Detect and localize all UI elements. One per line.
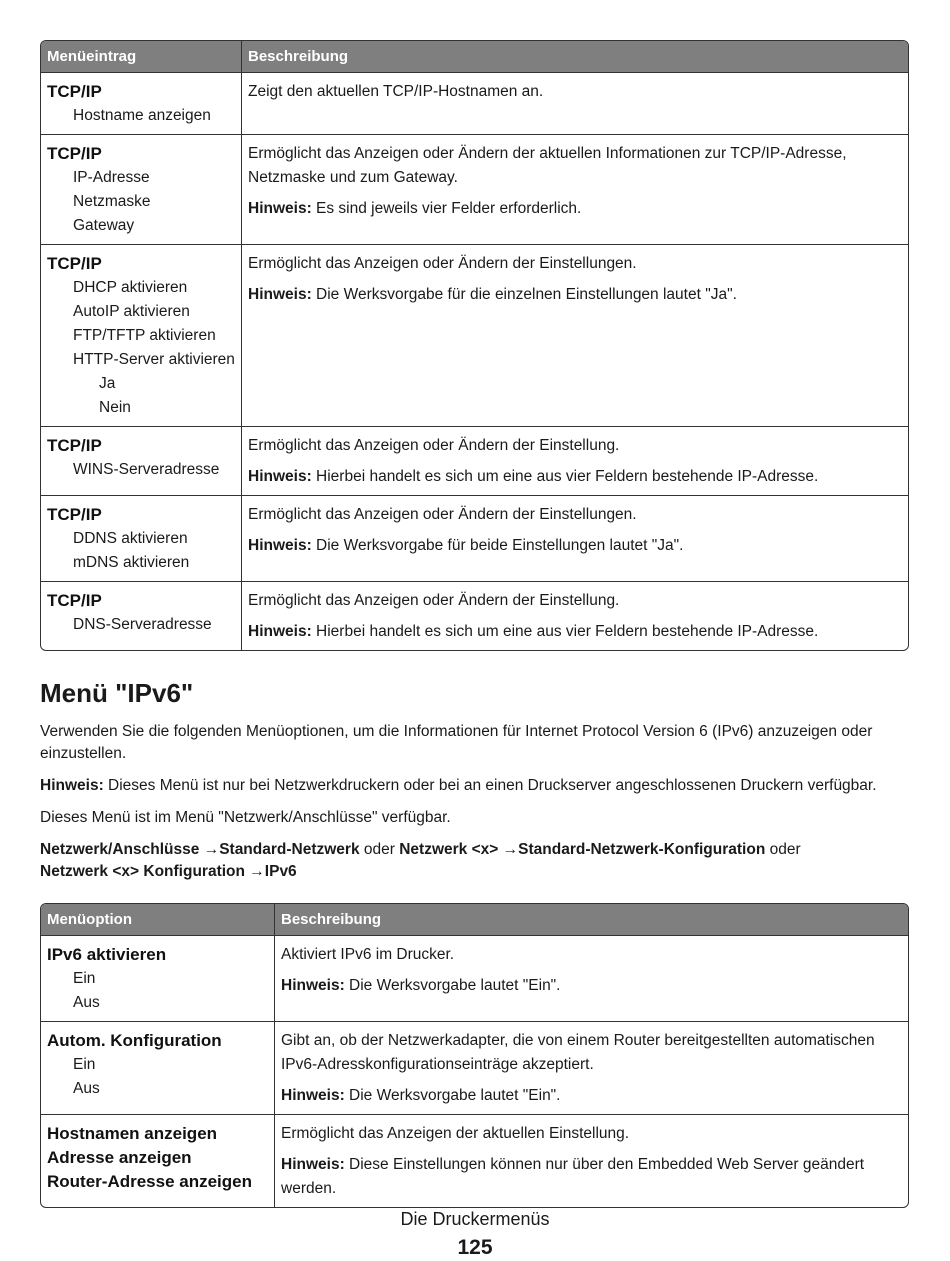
row-description: Ermöglicht das Anzeigen oder Ändern der Einstellung. (248, 437, 620, 454)
table-row (41, 1022, 908, 1115)
arrow-icon: → (203, 841, 220, 858)
section-hint (40, 775, 909, 797)
menu-entry-item: DNS-Serveradresse (73, 616, 212, 633)
table-row (41, 1115, 908, 1207)
nav-path-3-target: IPv6 (264, 863, 297, 880)
menu-entry-heading: TCP/IP (47, 591, 102, 610)
menu-entry-heading: TCP/IP (47, 505, 102, 524)
section-title: Menü "IPv6" (40, 678, 194, 708)
column-header-menu-entry: Menüeintrag (41, 41, 242, 73)
menu-option-value: Ein (73, 1056, 96, 1073)
row-note (281, 1084, 902, 1108)
footer-title: Die Druckermenüs (400, 1209, 550, 1229)
menu-entry-item: mDNS aktivieren (73, 554, 190, 571)
note-text: Die Werksvorgabe lautet "Ein". (344, 977, 561, 994)
menu-entry-item: WINS-Serveradresse (73, 461, 220, 478)
menu-navigation-path (40, 839, 909, 883)
note-text: Die Werksvorgabe lautet "Ein". (344, 1087, 561, 1104)
note-text: Hierbei handelt es sich um eine aus vier Feldern bestehende IP-Adresse. (311, 623, 819, 640)
table-row (41, 427, 908, 496)
row-description: Aktiviert IPv6 im Drucker. (281, 946, 455, 963)
row-note (248, 283, 902, 307)
menu-option-value: Aus (73, 994, 100, 1011)
page-number: 125 (457, 1236, 493, 1259)
menu-entry-heading: TCP/IP (47, 144, 102, 163)
hint-text: Dieses Menü ist nur bei Netzwerkdruckern oder bei an einen Druckserver angeschlossenen Druckern verfügbar. (103, 777, 877, 794)
menu-entry-heading: TCP/IP (47, 82, 102, 101)
menu-entry-item: IP-Adresse (73, 169, 150, 186)
menu-entry-item: AutoIP aktivieren (73, 303, 190, 320)
menu-option-value: Ein (73, 970, 96, 987)
table-row (41, 582, 908, 650)
section-availability: Dieses Menü ist im Menü "Netzwerk/Anschlüsse" verfügbar. (40, 809, 451, 826)
menu-option-heading: Hostnamen anzeigen (47, 1124, 218, 1143)
note-label: Hinweis: (248, 468, 312, 485)
ipv6-menu-table (40, 903, 909, 1208)
menu-option-heading: Router-Adresse anzeigen (47, 1172, 252, 1191)
table-row (41, 245, 908, 427)
tcpip-menu-table (40, 40, 909, 651)
note-text: Die Werksvorgabe für beide Einstellungen lautet "Ja". (311, 537, 684, 554)
note-label: Hinweis: (281, 1087, 345, 1104)
row-description: Ermöglicht das Anzeigen oder Ändern der Einstellungen. (248, 506, 637, 523)
note-text: Hierbei handelt es sich um eine aus vier Feldern bestehende IP-Adresse. (311, 468, 819, 485)
table-row (41, 936, 908, 1022)
note-text: Die Werksvorgabe für die einzelnen Einstellungen lautet "Ja". (311, 286, 737, 303)
row-note (248, 197, 902, 221)
column-header-menu-option: Menüoption (41, 904, 275, 936)
page-content (40, 40, 909, 1208)
menu-entry-item: DDNS aktivieren (73, 530, 188, 547)
menu-option-heading: IPv6 aktivieren (47, 945, 167, 964)
row-note (248, 465, 902, 489)
arrow-icon: → (249, 863, 265, 880)
table-row (41, 73, 908, 135)
row-note (248, 620, 902, 644)
menu-option-value: Aus (73, 1080, 100, 1097)
row-description: Ermöglicht das Anzeigen oder Ändern der aktuellen Informationen zur TCP/IP-Adresse, Netzmaske und zum Gateway. (248, 145, 847, 186)
nav-path-2-target: Standard-Netzwerk-Konfiguration (518, 841, 766, 858)
column-header-description: Beschreibung (275, 904, 908, 936)
note-text: Diese Einstellungen können nur über den Embedded Web Server geändert werden. (281, 1156, 865, 1197)
menu-entry-item: Netzmaske (73, 193, 151, 210)
note-label: Hinweis: (281, 977, 345, 994)
note-label: Hinweis: (248, 200, 312, 217)
section-intro: Verwenden Sie die folgenden Menüoptionen, um die Informationen für Internet Protocol Version 6 (IPv6) anzuzeigen oder einzustellen. (40, 723, 873, 762)
table-row (41, 135, 908, 245)
row-note (248, 534, 902, 558)
nav-or-2: oder (765, 841, 801, 858)
note-label: Hinweis: (248, 623, 312, 640)
row-note (281, 974, 902, 998)
table-row (41, 496, 908, 582)
menu-entry-item: FTP/TFTP aktivieren (73, 327, 216, 344)
menu-entry-heading: TCP/IP (47, 254, 102, 273)
row-description: Zeigt den aktuellen TCP/IP-Hostnamen an. (248, 83, 544, 100)
row-description: Ermöglicht das Anzeigen oder Ändern der Einstellungen. (248, 255, 637, 272)
note-label: Hinweis: (248, 286, 312, 303)
column-header-description: Beschreibung (242, 41, 908, 73)
menu-entry-value: Ja (99, 375, 116, 392)
arrow-icon: → (502, 841, 519, 858)
menu-entry-item: HTTP-Server aktivieren (73, 351, 235, 368)
menu-entry-item: DHCP aktivieren (73, 279, 188, 296)
menu-entry-heading: TCP/IP (47, 436, 102, 455)
menu-option-heading: Adresse anzeigen (47, 1148, 192, 1167)
nav-path-1: Netzwerk/Anschlüsse (40, 841, 204, 858)
hint-label: Hinweis: (40, 777, 104, 794)
menu-entry-value: Nein (99, 399, 131, 416)
row-description: Ermöglicht das Anzeigen der aktuellen Einstellung. (281, 1125, 630, 1142)
nav-path-2: Netzwerk <x> (399, 841, 503, 858)
nav-path-3: Netzwerk <x> Konfiguration (40, 863, 250, 880)
menu-entry-item: Gateway (73, 217, 135, 234)
note-label: Hinweis: (281, 1156, 345, 1173)
note-label: Hinweis: (248, 537, 312, 554)
row-description: Ermöglicht das Anzeigen oder Ändern der Einstellung. (248, 592, 620, 609)
nav-path-1-target: Standard-Netzwerk (219, 841, 360, 858)
row-description: Gibt an, ob der Netzwerkadapter, die von einem Router bereitgestellten automatischen IPv6-Adresskonfigurationseinträge akzeptiert. (281, 1032, 875, 1073)
menu-entry-item: Hostname anzeigen (73, 107, 211, 124)
note-text: Es sind jeweils vier Felder erforderlich. (311, 200, 582, 217)
nav-or-1: oder (359, 841, 400, 858)
row-note (281, 1153, 902, 1201)
menu-option-heading: Autom. Konfiguration (47, 1031, 222, 1050)
